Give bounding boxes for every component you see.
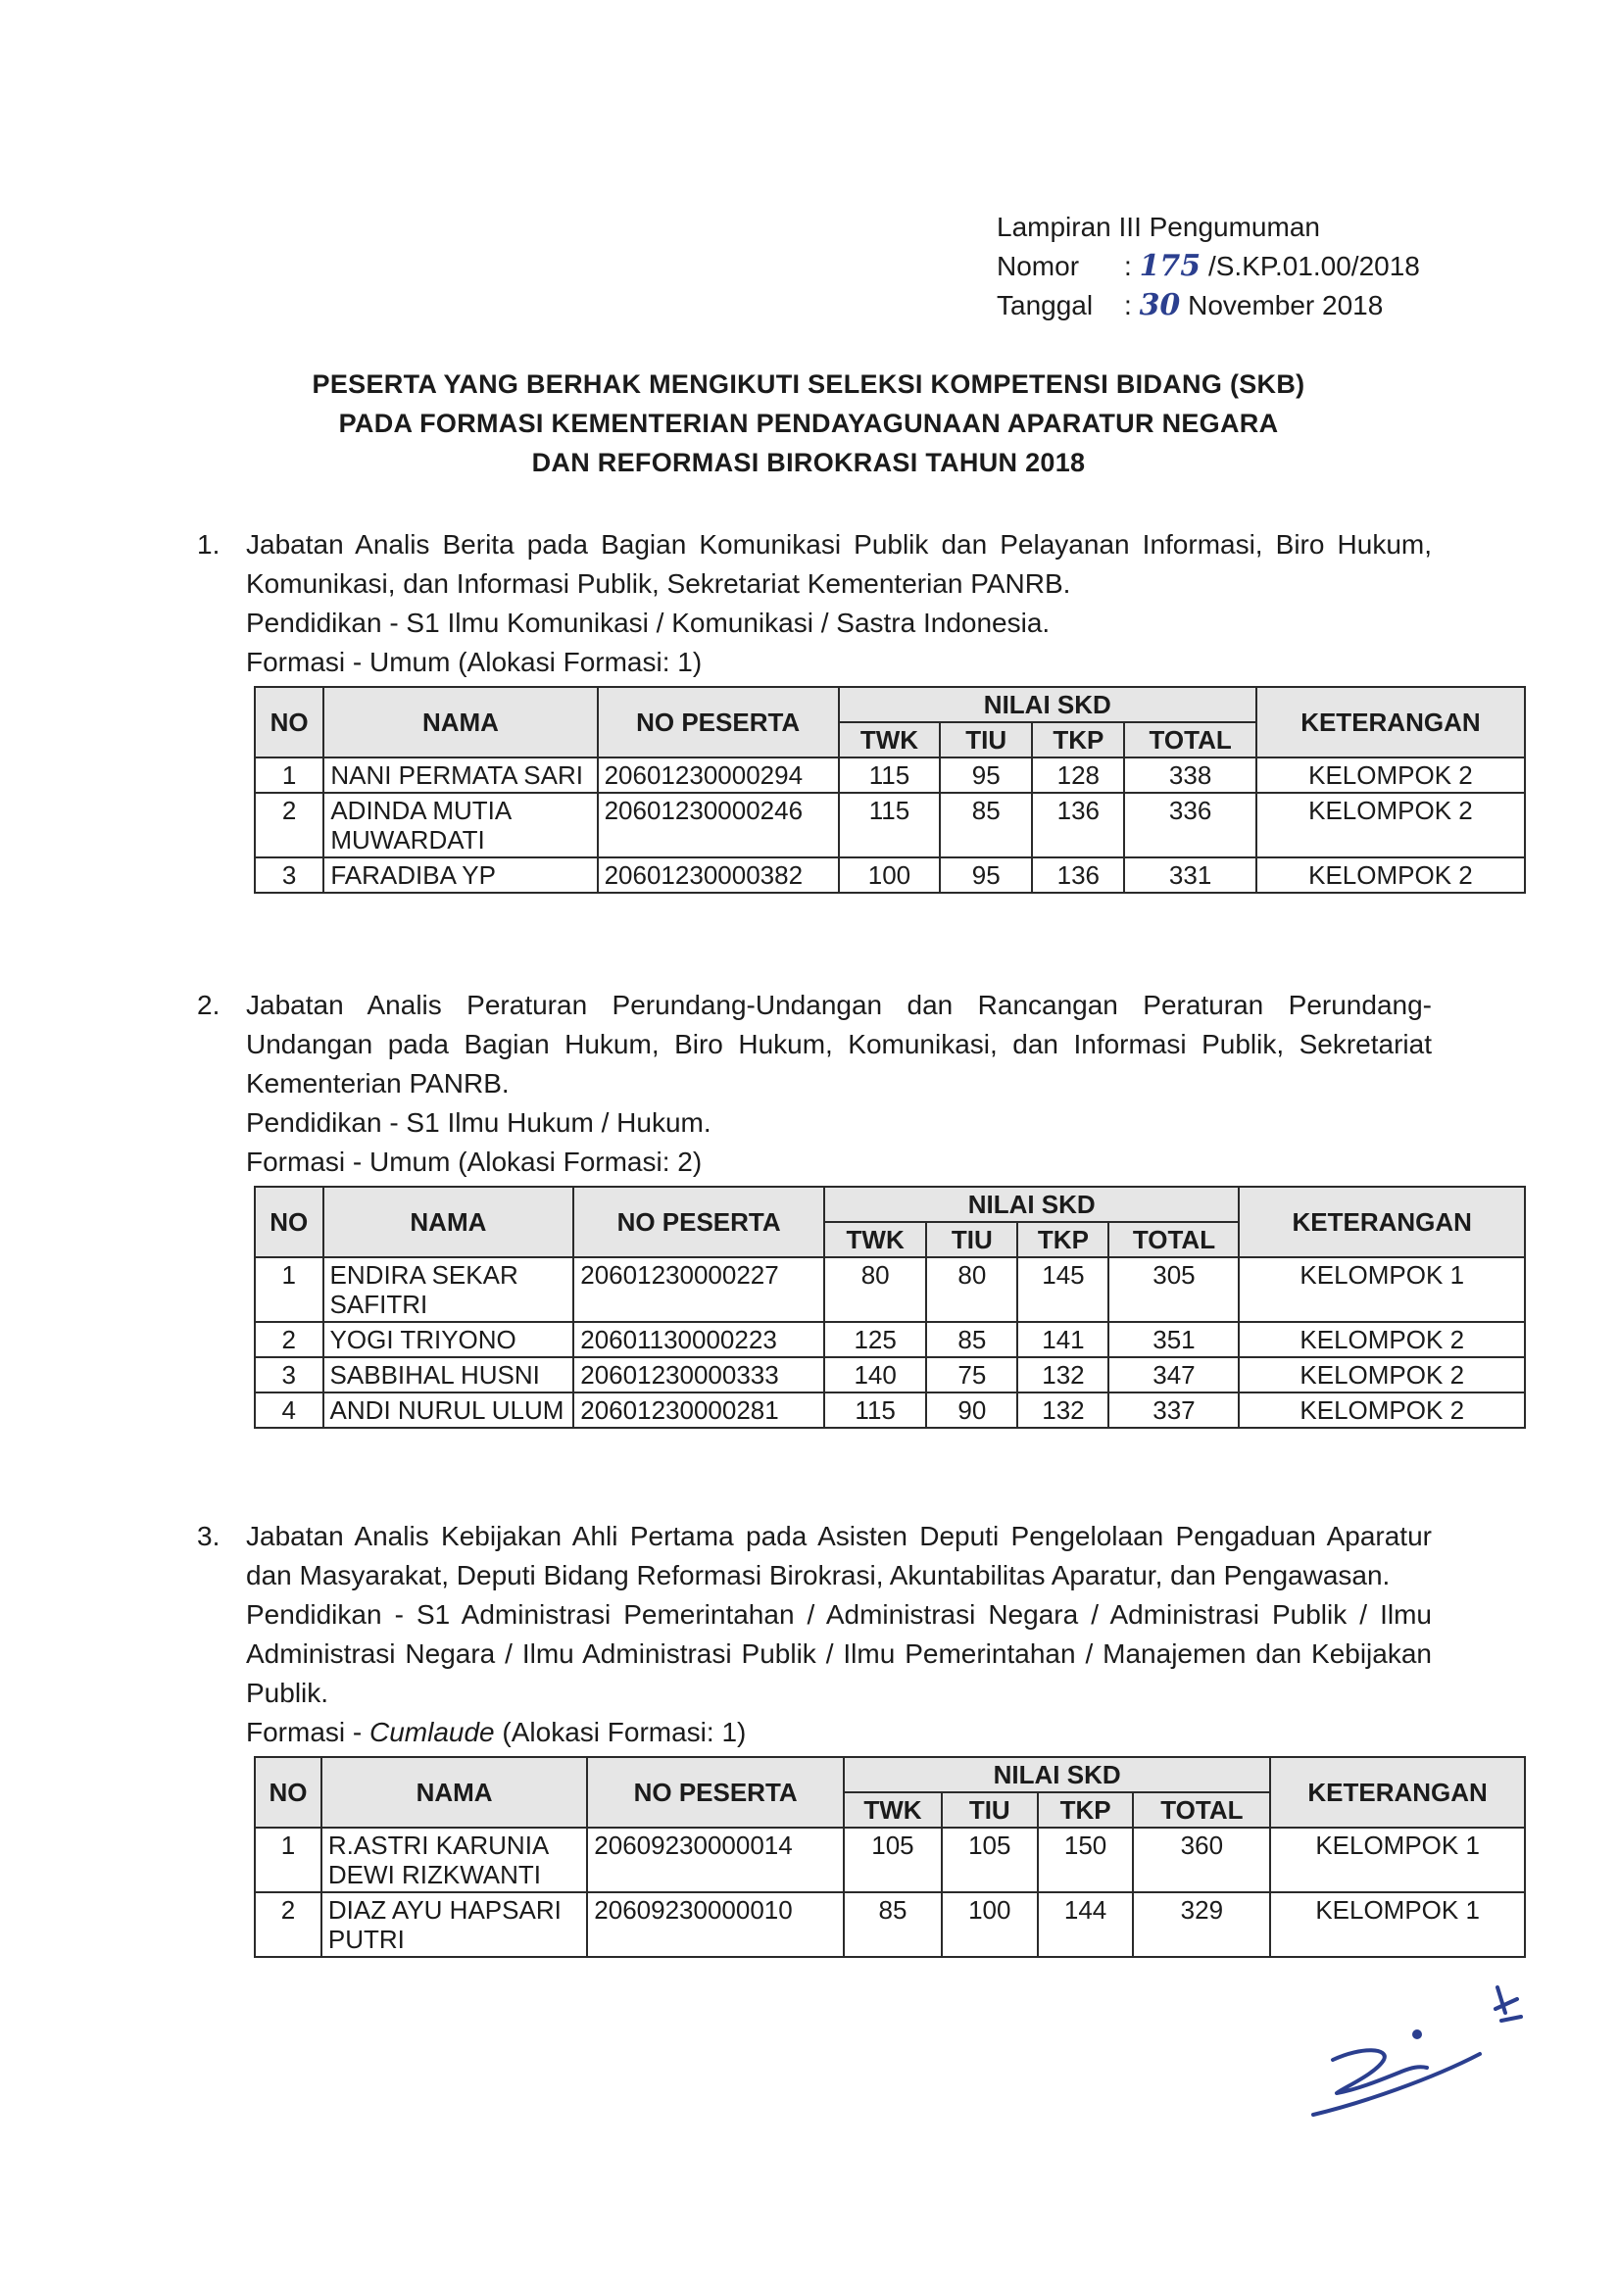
cell-no-peserta: 20609230000014 (587, 1828, 844, 1892)
header-nama: NAMA (323, 687, 597, 757)
header-no: NO (255, 1187, 323, 1257)
cell-twk: 115 (839, 793, 940, 857)
table-row (255, 1828, 1525, 1892)
header-no: NO (255, 687, 323, 757)
nomor-line (997, 247, 1420, 286)
section-description: Jabatan Analis Kebijakan Ahli Pertama pada Asisten Deputi Pengelolaan Pengaduan Aparatur dan Masyarakat, Deputi Bidang Reformasi Birokrasi, Akuntabilitas Aparatur, dan Pengawasan. (246, 1521, 1432, 1590)
cell-no: 4 (255, 1392, 323, 1428)
header-tiu: TIU (926, 1222, 1017, 1257)
cell-twk: 80 (824, 1257, 926, 1322)
cell-nama: ENDIRA SEKAR SAFITRI (323, 1257, 574, 1322)
signature-stroke (1333, 2050, 1427, 2093)
cell-keterangan: KELOMPOK 2 (1239, 1392, 1525, 1428)
cell-tiu: 85 (940, 793, 1032, 857)
header-no-peserta: NO PESERTA (587, 1757, 844, 1828)
cell-keterangan: KELOMPOK 2 (1239, 1357, 1525, 1392)
section-formasi (246, 1143, 1432, 1182)
cell-tkp: 144 (1038, 1892, 1134, 1957)
cell-total: 329 (1133, 1892, 1270, 1957)
cell-keterangan: KELOMPOK 2 (1256, 757, 1525, 793)
cell-nama: FARADIBA YP (323, 857, 597, 893)
signature-underline (1313, 2054, 1480, 2115)
cell-twk: 85 (844, 1892, 942, 1957)
cell-no-peserta: 20601130000223 (573, 1322, 824, 1357)
cell-total: 337 (1108, 1392, 1239, 1428)
title-line-2: PADA FORMASI KEMENTERIAN PENDAYAGUNAAN APARATUR NEGARA (338, 409, 1279, 438)
section-number: 2. (197, 990, 221, 1020)
header-no-peserta: NO PESERTA (598, 687, 839, 757)
section-pendidikan: Pendidikan - S1 Ilmu Hukum / Hukum. (246, 1107, 711, 1138)
cell-no-peserta: 20601230000294 (598, 757, 839, 793)
cell-no-peserta: 20601230000281 (573, 1392, 824, 1428)
cell-total: 336 (1124, 793, 1255, 857)
header-total: TOTAL (1124, 722, 1255, 757)
table-row (255, 1357, 1525, 1392)
signature-icon (1274, 1970, 1529, 2156)
signature-dot (1412, 2029, 1422, 2039)
cell-tkp: 150 (1038, 1828, 1134, 1892)
formasi-type: Umum (369, 1147, 451, 1177)
table-row (255, 757, 1525, 793)
header-total: TOTAL (1108, 1222, 1239, 1257)
cell-tkp: 128 (1032, 757, 1124, 793)
cell-no-peserta: 20609230000010 (587, 1892, 844, 1957)
cell-nama: R.ASTRI KARUNIA DEWI RIZKWANTI (321, 1828, 587, 1892)
cell-no: 1 (255, 757, 323, 793)
header-tkp: TKP (1038, 1792, 1134, 1828)
cell-no: 2 (255, 793, 323, 857)
header-total: TOTAL (1133, 1792, 1270, 1828)
cell-no: 3 (255, 1357, 323, 1392)
header-twk: TWK (824, 1222, 926, 1257)
cell-tiu: 90 (926, 1392, 1017, 1428)
cell-tiu: 105 (942, 1828, 1038, 1892)
cell-tiu: 80 (926, 1257, 1017, 1322)
section-2 (197, 986, 1472, 1429)
cell-nama: SABBIHAL HUSNI (323, 1357, 574, 1392)
formasi-type: Cumlaude (369, 1717, 495, 1747)
cell-no-peserta: 20601230000246 (598, 793, 839, 857)
cell-tiu: 95 (940, 857, 1032, 893)
cell-total: 360 (1133, 1828, 1270, 1892)
formasi-suffix: (Alokasi Formasi: 1) (494, 1717, 747, 1747)
cell-keterangan: KELOMPOK 1 (1270, 1892, 1525, 1957)
cell-tkp: 136 (1032, 793, 1124, 857)
cell-keterangan: KELOMPOK 2 (1239, 1322, 1525, 1357)
skd-table (254, 1186, 1526, 1429)
cell-total: 351 (1108, 1322, 1239, 1357)
cell-no-peserta: 20601230000227 (573, 1257, 824, 1322)
header-no: NO (255, 1757, 321, 1828)
formasi-prefix: Formasi - (246, 1717, 369, 1747)
cell-total: 305 (1108, 1257, 1239, 1322)
nomor-handwritten: 175 (1139, 249, 1201, 283)
section-description: Jabatan Analis Berita pada Bagian Komunikasi Publik dan Pelayanan Informasi, Biro Hukum, Komunikasi, dan Informasi Publik, Sekretariat Kementerian PANRB. (246, 529, 1432, 599)
header-tiu: TIU (942, 1792, 1038, 1828)
tanggal-label: Tanggal (997, 290, 1094, 320)
cell-tiu: 75 (926, 1357, 1017, 1392)
cell-no: 1 (255, 1257, 323, 1322)
header-keterangan: KETERANGAN (1256, 687, 1525, 757)
cell-tkp: 132 (1017, 1392, 1108, 1428)
header-nilai-skd: NILAI SKD (844, 1757, 1270, 1792)
header-tiu: TIU (940, 722, 1032, 757)
header-tkp: TKP (1032, 722, 1124, 757)
section-3 (197, 1517, 1488, 1958)
formasi-suffix: (Alokasi Formasi: 1) (450, 647, 703, 677)
document-title (147, 365, 1470, 482)
cell-total: 331 (1124, 857, 1255, 893)
cell-no: 1 (255, 1828, 321, 1892)
cell-nama: ADINDA MUTIA MUWARDATI (323, 793, 597, 857)
header-twk: TWK (844, 1792, 942, 1828)
section-description: Jabatan Analis Peraturan Perundang-Undangan dan Rancangan Peraturan Perundang-Undangan pada Bagian Hukum, Biro Hukum, Komunikasi, dan Informasi Publik, Sekretariat Kementerian PANRB. (246, 990, 1432, 1099)
table-row (255, 1392, 1525, 1428)
cell-twk: 100 (839, 857, 940, 893)
header-nilai-skd: NILAI SKD (839, 687, 1256, 722)
table-row (255, 1257, 1525, 1322)
cell-keterangan: KELOMPOK 1 (1270, 1828, 1525, 1892)
nomor-separator: : (1124, 251, 1132, 281)
lampiran-text: Lampiran III Pengumuman (997, 212, 1320, 242)
cell-nama: ANDI NURUL ULUM (323, 1392, 574, 1428)
cell-no: 3 (255, 857, 323, 893)
header-nama: NAMA (321, 1757, 587, 1828)
cell-nama: NANI PERMATA SARI (323, 757, 597, 793)
cell-keterangan: KELOMPOK 1 (1239, 1257, 1525, 1322)
header-nilai-skd: NILAI SKD (824, 1187, 1239, 1222)
section-formasi (246, 643, 1432, 682)
formasi-prefix: Formasi - (246, 1147, 369, 1177)
header-no-peserta: NO PESERTA (573, 1187, 824, 1257)
tanggal-line (997, 286, 1420, 325)
paraf-mark (1495, 1987, 1521, 2021)
section-number: 1. (197, 529, 221, 560)
formasi-type: Umum (369, 647, 451, 677)
cell-twk: 115 (824, 1392, 926, 1428)
cell-nama: YOGI TRIYONO (323, 1322, 574, 1357)
skd-table (254, 686, 1526, 894)
tanggal-handwritten: 30 (1139, 288, 1181, 322)
cell-twk: 105 (844, 1828, 942, 1892)
cell-nama: DIAZ AYU HAPSARI PUTRI (321, 1892, 587, 1957)
table-row (255, 1322, 1525, 1357)
cell-twk: 115 (839, 757, 940, 793)
cell-tkp: 141 (1017, 1322, 1108, 1357)
cell-twk: 140 (824, 1357, 926, 1392)
nomor-label: Nomor (997, 251, 1080, 281)
tanggal-separator: : (1124, 290, 1132, 320)
cell-tiu: 95 (940, 757, 1032, 793)
section-1 (197, 525, 1481, 894)
section-pendidikan: Pendidikan - S1 Ilmu Komunikasi / Komunikasi / Sastra Indonesia. (246, 608, 1051, 638)
cell-twk: 125 (824, 1322, 926, 1357)
section-pendidikan: Pendidikan - S1 Administrasi Pemerintahan / Administrasi Negara / Administrasi Publik / Ilmu Administrasi Negara / Ilmu Administrasi Publik / Ilmu Pemerintahan / Manajemen dan Kebijakan Publik. (246, 1599, 1432, 1708)
skd-table (254, 1756, 1526, 1958)
title-line-1: PESERTA YANG BERHAK MENGIKUTI SELEKSI KOMPETENSI BIDANG (SKB) (312, 369, 1305, 399)
cell-no: 2 (255, 1322, 323, 1357)
cell-keterangan: KELOMPOK 2 (1256, 793, 1525, 857)
cell-tiu: 100 (942, 1892, 1038, 1957)
attachment-header (997, 208, 1420, 325)
formasi-prefix: Formasi - (246, 647, 369, 677)
table-row (255, 857, 1525, 893)
header-nama: NAMA (323, 1187, 574, 1257)
title-line-3: DAN REFORMASI BIROKRASI TAHUN 2018 (531, 448, 1086, 477)
cell-no: 2 (255, 1892, 321, 1957)
cell-tkp: 132 (1017, 1357, 1108, 1392)
cell-tiu: 85 (926, 1322, 1017, 1357)
table-row (255, 793, 1525, 857)
cell-no-peserta: 20601230000333 (573, 1357, 824, 1392)
cell-total: 338 (1124, 757, 1255, 793)
cell-tkp: 145 (1017, 1257, 1108, 1322)
header-keterangan: KETERANGAN (1270, 1757, 1525, 1828)
cell-keterangan: KELOMPOK 2 (1256, 857, 1525, 893)
header-twk: TWK (839, 722, 940, 757)
tanggal-suffix: November 2018 (1188, 290, 1384, 320)
section-number: 3. (197, 1521, 221, 1551)
table-row (255, 1892, 1525, 1957)
formasi-suffix: (Alokasi Formasi: 2) (450, 1147, 703, 1177)
section-formasi (246, 1713, 1432, 1752)
lampiran-line (997, 208, 1420, 247)
cell-no-peserta: 20601230000382 (598, 857, 839, 893)
cell-tkp: 136 (1032, 857, 1124, 893)
nomor-suffix: /S.KP.01.00/2018 (1207, 251, 1420, 281)
cell-total: 347 (1108, 1357, 1239, 1392)
header-keterangan: KETERANGAN (1239, 1187, 1525, 1257)
header-tkp: TKP (1017, 1222, 1108, 1257)
